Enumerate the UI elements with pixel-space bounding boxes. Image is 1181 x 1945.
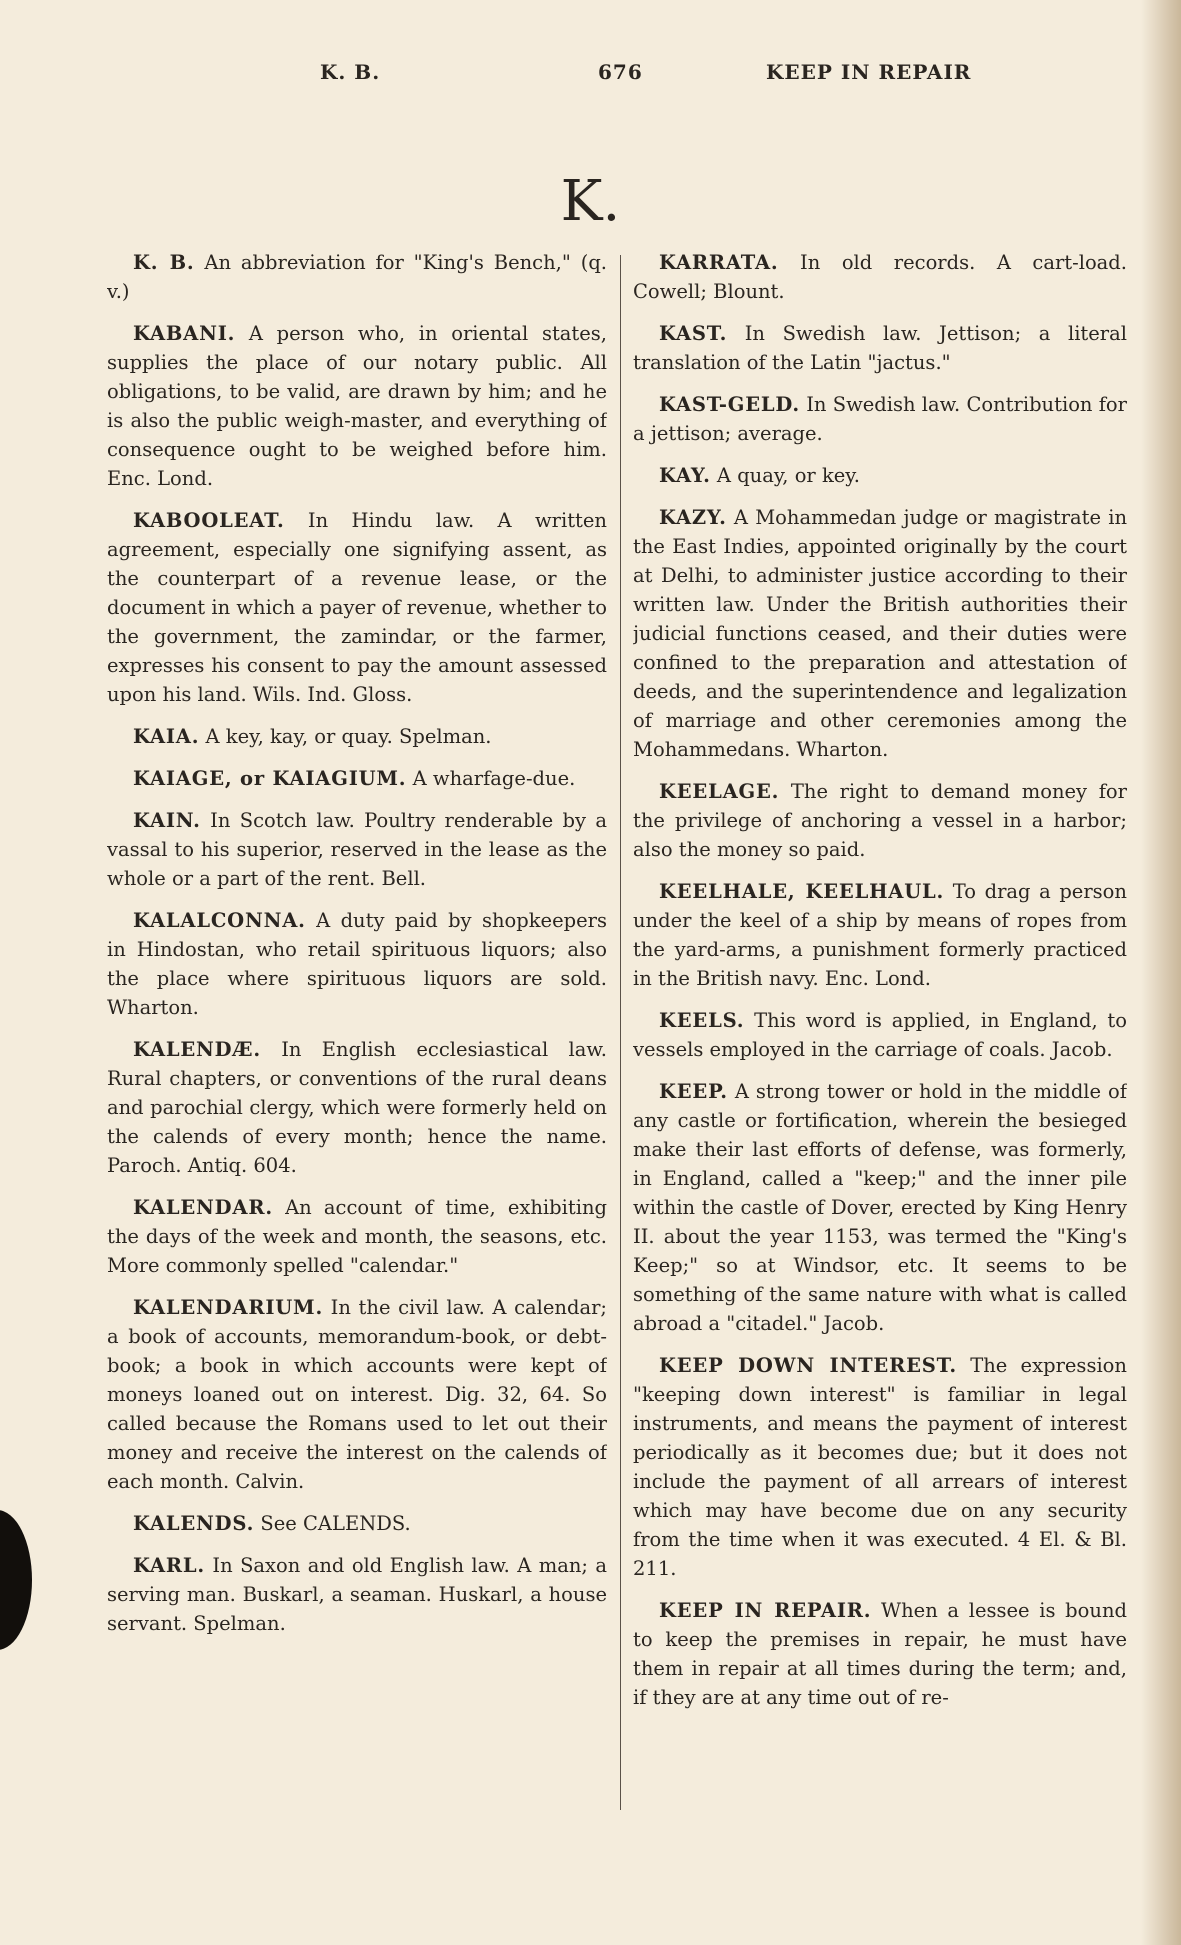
- entry-kalendae: [107, 1035, 607, 1180]
- entry-term: KAIN.: [133, 809, 201, 832]
- entry-term: KAIA.: [133, 725, 200, 748]
- entry-kabooleat: [107, 506, 607, 709]
- entry-text: This word is applied, in England, to vessels employed in the carriage of coals. Jacob.: [633, 1009, 1127, 1061]
- entry-term: KALENDÆ.: [133, 1038, 261, 1061]
- entry-karrata: [633, 248, 1127, 306]
- entry-kazy: [633, 503, 1127, 764]
- entry-text: In Saxon and old English law. A man; a serving man. Buskarl, a seaman. Huskarl, a house servant. Spelman.: [107, 1554, 607, 1635]
- entry-keels: [633, 1006, 1127, 1064]
- entry-kalendar: [107, 1193, 607, 1280]
- entry-text: To drag a person under the keel of a ship by means of ropes from the yard-arms, a punishment formerly practiced in the British navy. Enc. Lond.: [633, 880, 1127, 990]
- page-number: 676: [598, 60, 643, 84]
- entry-term: KABOOLEAT.: [133, 509, 285, 532]
- entry-text: A key, kay, or quay. Spelman.: [205, 725, 492, 748]
- entry-keep-down-interest: [633, 1351, 1127, 1583]
- entry-term: KEELHALE, KEELHAUL.: [659, 880, 945, 903]
- entry-text: In Swedish law. Contribution for a jettison; average.: [633, 393, 1127, 445]
- entry-keep: [633, 1077, 1127, 1338]
- entry-keelhale: [633, 877, 1127, 993]
- column-divider: [620, 255, 621, 1810]
- entry-kay: [633, 461, 1127, 490]
- entry-term: KARRATA.: [659, 251, 779, 274]
- entry-text: A strong tower or hold in the middle of any castle or fortification, wherein the besieged make their last efforts of defense, was formerly, in England, called a "keep;" and the inner pile within the castle of Dover, erected by King Henry II. about the year 1153, was termed the "King's Keep;" so at Windsor, etc. It seems to be something of the same nature with what is called abroad a "citadel." Jacob.: [633, 1080, 1127, 1335]
- binding-hole: [0, 1510, 32, 1650]
- entry-karl: [107, 1551, 607, 1638]
- entry-term: KABANI.: [133, 322, 236, 345]
- entry-text: In Scotch law. Poultry renderable by a vassal to his superior, reserved in the lease as the whole or a part of the rent. Bell.: [107, 809, 607, 890]
- entry-term: KARL.: [133, 1554, 205, 1577]
- entry-term: KALENDARIUM.: [133, 1296, 324, 1319]
- entry-kaia: [107, 722, 607, 751]
- entry-term: K. B.: [133, 251, 195, 274]
- entry-kaiage: [107, 764, 607, 793]
- entry-kast: [633, 319, 1127, 377]
- entry-text: An account of time, exhibiting the days of the week and month, the seasons, etc. More commonly spelled "calendar.": [107, 1196, 607, 1277]
- entry-term: KALENDAR.: [133, 1196, 273, 1219]
- entry-text: The expression "keeping down interest" is familiar in legal instruments, and means the payment of interest periodically as it becomes due; but it does not include the payment of all arrears of interest which may have become due on any security from the time when it was executed. 4 El. & Bl. 211.: [633, 1354, 1127, 1580]
- entry-keep-in-repair: [633, 1596, 1127, 1712]
- entry-term: KEELAGE.: [659, 780, 780, 803]
- entry-term: KEEP DOWN INTEREST.: [659, 1354, 958, 1377]
- entry-kalalconna: [107, 906, 607, 1022]
- entry-text: In old records. A cart-load. Cowell; Blount.: [633, 251, 1127, 303]
- entry-kalendarium: [107, 1293, 607, 1496]
- entry-term: KAZY.: [659, 506, 727, 529]
- entry-term: KAIAGE, or KAIAGIUM.: [133, 767, 407, 790]
- entry-kast-geld: [633, 390, 1127, 448]
- entry-text: The right to demand money for the privilege of anchoring a vessel in a harbor; also the money so paid.: [633, 780, 1127, 861]
- page-edge-shadow: [1141, 0, 1181, 1945]
- entry-text: A wharfage-due.: [412, 767, 576, 790]
- entry-term: KALENDS.: [133, 1512, 255, 1535]
- entry-term: KEEP.: [659, 1080, 728, 1103]
- entry-term: KEELS.: [659, 1009, 745, 1032]
- entry-kabani: [107, 319, 607, 493]
- entry-k-b: [107, 248, 607, 306]
- entry-text: In Swedish law. Jettison; a literal translation of the Latin "jactus.": [633, 322, 1127, 374]
- entry-kalends: [107, 1509, 607, 1538]
- entry-text: In the civil law. A calendar; a book of accounts, memorandum-book, or debt-book; a book in which accounts were kept of moneys loaned out on interest. Dig. 32, 64. So called because the Romans used to let out their money and receive the interest on the calends of each month. Calvin.: [107, 1296, 607, 1493]
- entry-term: KAST-GELD.: [659, 393, 800, 416]
- entry-text: When a lessee is bound to keep the premises in repair, he must have them in repair at all times during the term; and, if they are at any time out of re-: [633, 1599, 1127, 1709]
- running-header: [0, 60, 1181, 90]
- right-column: [633, 248, 1127, 1818]
- entry-text: A person who, in oriental states, supplies the place of our notary public. All obligations, to be valid, are drawn by him; and he is also the public weigh-master, and everything of consequence ought to be weighed before him. Enc. Lond.: [107, 322, 607, 490]
- entry-text: In Hindu law. A written agreement, especially one signifying assent, as the counterpart of a revenue lease, or the document in which a payer of revenue, whether to the government, the zamindar, or the farmer, expresses his consent to pay the amount assessed upon his land. Wils. Ind. Gloss.: [107, 509, 607, 706]
- entry-term: KALALCONNA.: [133, 909, 306, 932]
- entry-text: A duty paid by shopkeepers in Hindostan, who retail spirituous liquors; also the place where spirituous liquors are sold. Wharton.: [107, 909, 607, 1019]
- entry-term: KEEP IN REPAIR.: [659, 1599, 872, 1622]
- left-column: [107, 248, 607, 1818]
- entry-term: KAY.: [659, 464, 711, 487]
- entry-text: A Mohammedan judge or magistrate in the East Indies, appointed originally by the court at Delhi, to administer justice according to their written law. Under the British authorities their judicial functions ceased, and their duties were confined to the preparation and attestation of deeds, and the superintendence and legalization of marriage and other ceremonies among the Mohammedans. Wharton.: [633, 506, 1127, 761]
- entry-term: KAST.: [659, 322, 728, 345]
- section-letter-heading: K.: [560, 169, 621, 234]
- entry-kain: [107, 806, 607, 893]
- header-right-guideword: KEEP IN REPAIR: [766, 60, 972, 84]
- entry-text: A quay, or key.: [716, 464, 860, 487]
- entry-keelage: [633, 777, 1127, 864]
- entry-text: See CALENDS.: [260, 1512, 411, 1535]
- header-left-guideword: K. B.: [320, 60, 381, 84]
- entry-text: In English ecclesiastical law. Rural chapters, or conventions of the rural deans and parochial clergy, which were formerly held on the calends of every month; hence the name. Paroch. Antiq. 604.: [107, 1038, 607, 1177]
- entry-text: An abbreviation for "King's Bench," (q. v.): [107, 251, 607, 303]
